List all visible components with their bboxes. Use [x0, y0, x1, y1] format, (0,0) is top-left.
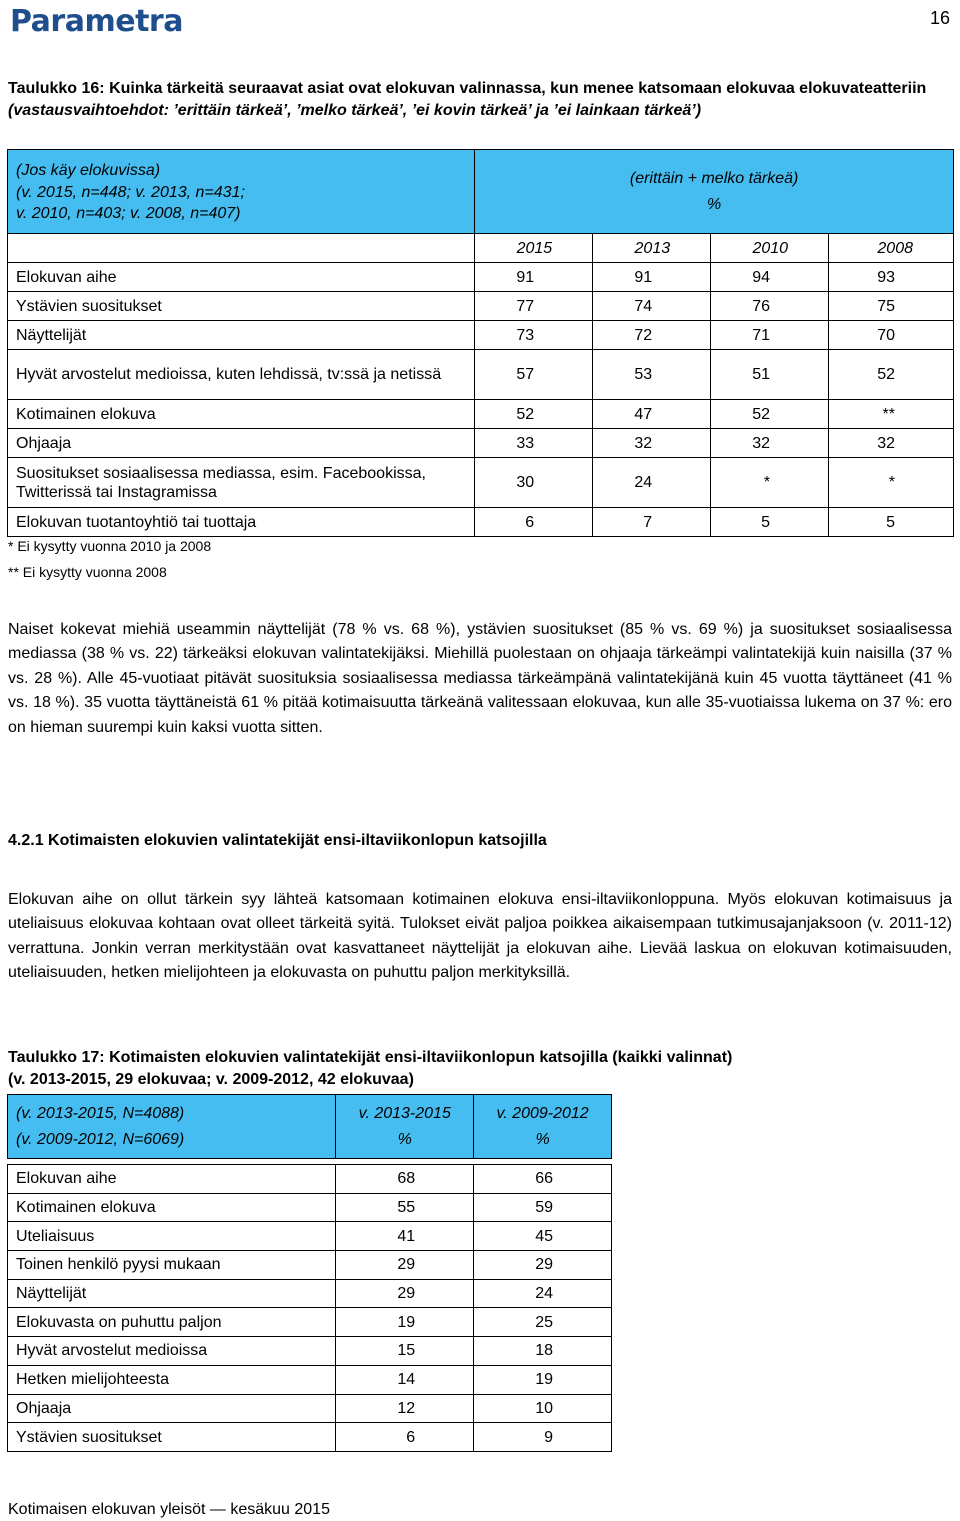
table-cell — [8, 234, 475, 263]
table16-header-left — [8, 150, 475, 234]
row-label: Elokuvan tuotantoyhtiö tai tuottaja — [8, 508, 475, 537]
row-label: Hyvät arvostelut medioissa — [8, 1337, 336, 1366]
value-cell: 19 — [474, 1365, 612, 1394]
table-row — [8, 1308, 612, 1337]
table16-header-measure: (erittäin + melko tärkeä) — [629, 169, 799, 187]
value-cell: 93 — [829, 263, 954, 292]
value-cell: 5 — [711, 508, 829, 537]
row-label: Näyttelijät — [8, 321, 475, 350]
paragraph-1: Naiset kokevat miehiä useammin näyttelijät (78 % vs. 68 %), ystävien suositukset (85 % vs. 69 %) ja suositukset sosiaalisessa mediassa (38 % vs. 22) tärkeäksi elokuvan valintatekijäksi. Miehillä puolestaan on ohjaaja tärkeämpi valintatekijä kuin naisilla (37 % vs. 28 %). Alle 45-vuotiaat pitävät suosituksia sosiaalisessa mediassa tärkeämpänä valintatekijänä kuin 45 vuotta täyttäneet (41 % vs. 18 %). 35 vuotta täyttäneistä 61 % pitää kotimaisuutta tärkeänä valitessaan elokuvaa, kun alle 35-vuotiaissa lukema on 37 %: ero on hieman suurempi kuin kaksi vuotta sitten. — [8, 621, 952, 736]
section-heading: 4.2.1 Kotimaisten elokuvien valintatekijät ensi-iltaviikonlopun katsojilla — [8, 832, 547, 849]
table16-header-unit: % — [707, 195, 722, 213]
row-label: Elokuvan aihe — [8, 1165, 336, 1194]
table17-caption — [8, 1047, 952, 1091]
table-row — [8, 458, 954, 508]
column-unit: % — [535, 1130, 550, 1148]
value-cell: 53 — [593, 350, 711, 400]
value-cell: 57 — [475, 350, 593, 400]
page-number: 16 — [929, 8, 950, 28]
value-cell: 18 — [474, 1337, 612, 1366]
value-cell: 9 — [474, 1423, 612, 1452]
table17-caption-line: (v. 2013-2015, 29 elokuvaa; v. 2009-2012, 42 elokuvaa) — [8, 1071, 414, 1088]
value-cell: 71 — [711, 321, 829, 350]
value-cell: ** — [829, 400, 954, 429]
table-row — [8, 263, 954, 292]
table-row — [8, 321, 954, 350]
table17-caption-line: Taulukko 17: Kotimaisten elokuvien valintatekijät ensi-iltaviikonlopun katsojilla (kaikki valinnat) — [8, 1049, 733, 1066]
value-cell: 32 — [829, 429, 954, 458]
table-row — [8, 1279, 612, 1308]
value-cell: 45 — [474, 1222, 612, 1251]
value-cell: 55 — [336, 1193, 474, 1222]
value-cell: 12 — [336, 1394, 474, 1423]
value-cell: 91 — [593, 263, 711, 292]
row-label: Ystävien suositukset — [8, 292, 475, 321]
value-cell: 51 — [711, 350, 829, 400]
value-cell: 14 — [336, 1365, 474, 1394]
value-cell: 70 — [829, 321, 954, 350]
row-label: Ystävien suositukset — [8, 1423, 336, 1452]
row-label: Ohjaaja — [8, 429, 475, 458]
value-cell: 66 — [474, 1165, 612, 1194]
table16-caption-lead: Taulukko 16: Kuinka tärkeitä seuraavat asiat ovat elokuvan valinnassa, kun menee katsomaan elokuvaa elokuvateatteriin — [8, 80, 927, 97]
table-row — [8, 350, 954, 400]
value-cell: 73 — [475, 321, 593, 350]
value-cell: 30 — [475, 458, 593, 508]
table17-header-col1 — [336, 1095, 474, 1159]
column-period: v. 2013-2015 — [358, 1104, 451, 1122]
year-header: 2010 — [711, 234, 829, 263]
table16 — [7, 149, 954, 537]
value-cell: * — [711, 458, 829, 508]
table17-header-line: (v. 2013-2015, N=4088) — [16, 1104, 185, 1122]
value-cell: 33 — [475, 429, 593, 458]
value-cell: * — [829, 458, 954, 508]
value-cell: 68 — [336, 1165, 474, 1194]
value-cell: 5 — [829, 508, 954, 537]
value-cell: 15 — [336, 1337, 474, 1366]
table16-caption-italic: (vastausvaihtoehdot: ’erittäin tärkeä’, ’melko tärkeä’, ’ei kovin tärkeä’ ja ’ei lainkaan tärkeä’) — [8, 102, 702, 119]
table-row — [8, 1423, 612, 1452]
value-cell: 52 — [711, 400, 829, 429]
table17 — [7, 1094, 612, 1452]
value-cell: 74 — [593, 292, 711, 321]
row-label: Kotimainen elokuva — [8, 400, 475, 429]
value-cell: 75 — [829, 292, 954, 321]
value-cell: 6 — [336, 1423, 474, 1452]
table16-note: ** Ei kysytty vuonna 2008 — [8, 564, 167, 580]
table-row — [8, 508, 954, 537]
value-cell: 7 — [593, 508, 711, 537]
table-row — [8, 292, 954, 321]
table-row — [8, 1193, 612, 1222]
value-cell: 29 — [336, 1279, 474, 1308]
table-row — [8, 1165, 612, 1194]
value-cell: 94 — [711, 263, 829, 292]
row-label: Elokuvan aihe — [8, 263, 475, 292]
table16-years-row — [8, 234, 954, 263]
year-header: 2015 — [475, 234, 593, 263]
value-cell: 10 — [474, 1394, 612, 1423]
table-row — [8, 1365, 612, 1394]
year-header: 2008 — [829, 234, 954, 263]
table-row — [8, 1337, 612, 1366]
table16-header-line: v. 2010, n=403; v. 2008, n=407) — [16, 205, 241, 223]
value-cell: 47 — [593, 400, 711, 429]
row-label: Näyttelijät — [8, 1279, 336, 1308]
table17-header-line: (v. 2009-2012, N=6069) — [16, 1130, 185, 1148]
row-label: Uteliaisuus — [8, 1222, 336, 1251]
value-cell: 25 — [474, 1308, 612, 1337]
value-cell: 52 — [829, 350, 954, 400]
table-row — [8, 1394, 612, 1423]
table16-caption — [8, 78, 952, 122]
table-row — [8, 400, 954, 429]
value-cell: 41 — [336, 1222, 474, 1251]
row-label: Kotimainen elokuva — [8, 1193, 336, 1222]
column-period: v. 2009-2012 — [496, 1104, 589, 1122]
table16-note: * Ei kysytty vuonna 2010 ja 2008 — [8, 538, 212, 554]
row-label: Hetken mielijohteesta — [8, 1365, 336, 1394]
value-cell: 52 — [475, 400, 593, 429]
table16-header-line: (v. 2015, n=448; v. 2013, n=431; — [16, 183, 245, 201]
table16-header-line: (Jos käy elokuvissa) — [16, 162, 161, 180]
value-cell: 29 — [336, 1251, 474, 1280]
value-cell: 76 — [711, 292, 829, 321]
table17-header-left — [8, 1095, 336, 1159]
value-cell: 91 — [475, 263, 593, 292]
paragraph-2: Elokuvan aihe on ollut tärkein syy lähteä katsomaan kotimainen elokuva ensi-iltaviikonloppuna. Myös elokuvan kotimaisuus ja uteliaisuus elokuvaa kohtaan ovat olleet tärkeitä syitä. Tulokset eivät paljoa poikkea aikaisempaan tutkimusajanjaksoon (v. 2011-12) verrattuna. Jonkin verran merkitystään ovat kasvattaneet näyttelijät ja elokuvan aihe. Lievää laskua on elokuvan kotimaisuuden, uteliaisuuden, hetken mielijohteen ja elokuvasta on puhuttu paljon merkityksillä. — [8, 891, 952, 982]
table-row — [8, 1222, 612, 1251]
logo — [10, 4, 183, 40]
value-cell: 59 — [474, 1193, 612, 1222]
row-label: Elokuvasta on puhuttu paljon — [8, 1308, 336, 1337]
row-label: Toinen henkilö pyysi mukaan — [8, 1251, 336, 1280]
value-cell: 24 — [593, 458, 711, 508]
value-cell: 72 — [593, 321, 711, 350]
column-unit: % — [397, 1130, 412, 1148]
value-cell: 19 — [336, 1308, 474, 1337]
value-cell: 29 — [474, 1251, 612, 1280]
page-footer: Kotimaisen elokuvan yleisöt — kesäkuu 2015 — [8, 1501, 330, 1518]
value-cell: 6 — [475, 508, 593, 537]
value-cell: 32 — [711, 429, 829, 458]
year-header: 2013 — [593, 234, 711, 263]
row-label: Ohjaaja — [8, 1394, 336, 1423]
value-cell: 24 — [474, 1279, 612, 1308]
value-cell: 32 — [593, 429, 711, 458]
row-label: Hyvät arvostelut medioissa, kuten lehdissä, tv:ssä ja netissä — [8, 350, 475, 400]
logo-text: Parametra — [10, 4, 183, 39]
table-row — [8, 1251, 612, 1280]
table-row — [8, 429, 954, 458]
row-label: Suositukset sosiaalisessa mediassa, esim. Facebookissa, Twitterissä tai Instagramissa — [8, 458, 475, 508]
table17-header-col2 — [474, 1095, 612, 1159]
table16-header-right — [475, 150, 954, 234]
value-cell: 77 — [475, 292, 593, 321]
